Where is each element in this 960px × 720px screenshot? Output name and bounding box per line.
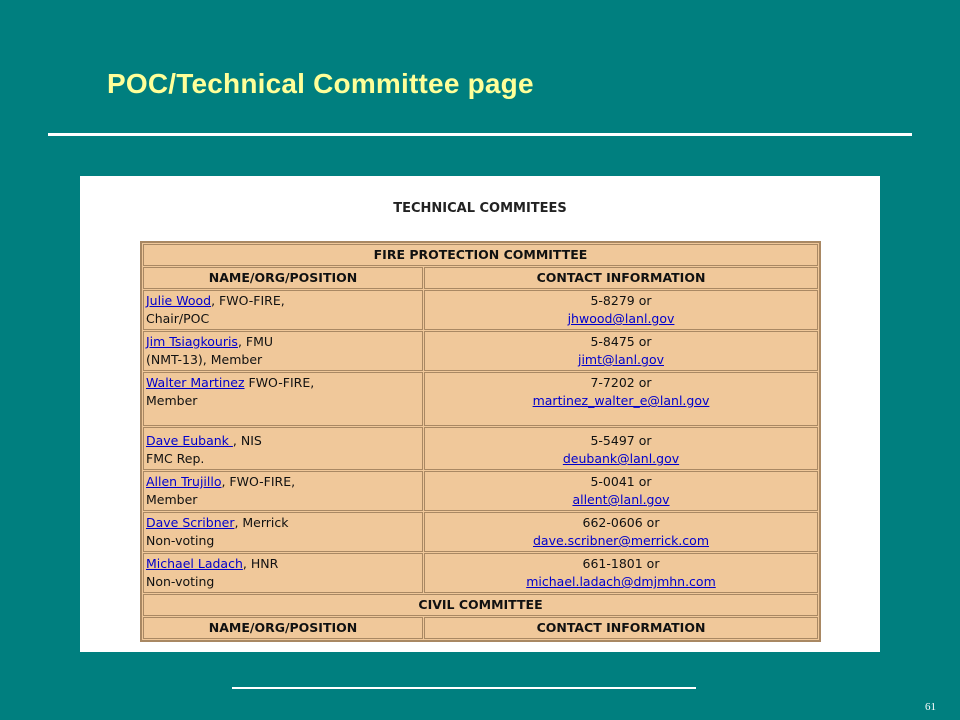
member-name-link[interactable]: Jim Tsiagkouris — [146, 334, 238, 349]
member-contact-cell — [424, 331, 818, 371]
member-email-link[interactable]: allent@lanl.gov — [572, 492, 670, 507]
table-row — [143, 553, 818, 593]
member-org: , FMU — [237, 334, 274, 349]
member-role: Non-voting — [146, 533, 215, 548]
member-name-cell — [143, 553, 423, 593]
member-contact-cell — [424, 512, 818, 552]
member-name-link[interactable]: Allen Trujillo — [146, 474, 222, 489]
member-role: Chair/POC — [146, 311, 210, 326]
member-name-cell — [143, 471, 423, 511]
member-phone: 5-5497 or — [590, 433, 652, 448]
member-name-link[interactable]: Julie Wood — [146, 293, 212, 308]
member-phone: 5-8475 or — [590, 334, 652, 349]
committee-header-row — [143, 594, 818, 616]
member-phone: 5-0041 or — [590, 474, 652, 489]
member-email-link[interactable]: martinez_walter_e@lanl.gov — [532, 393, 710, 408]
table-row — [143, 290, 818, 330]
col-header-contact: CONTACT INFORMATION — [424, 267, 818, 289]
member-name-cell — [143, 331, 423, 371]
member-phone: 7-7202 or — [590, 375, 652, 390]
page-heading: TECHNICAL COMMITEES — [393, 201, 567, 216]
member-name-link[interactable]: Dave Eubank — [146, 433, 233, 448]
member-name-cell — [143, 372, 423, 426]
member-phone: 5-8279 or — [590, 293, 652, 308]
member-org: , Merrick — [234, 515, 289, 530]
member-role: Non-voting — [146, 574, 215, 589]
committee-header-row — [143, 244, 818, 266]
col-header-name: NAME/ORG/POSITION — [143, 267, 423, 289]
member-contact-cell — [424, 372, 818, 426]
member-email-link[interactable]: dave.scribner@merrick.com — [532, 533, 710, 548]
member-contact-cell — [424, 427, 818, 470]
member-name-cell — [143, 427, 423, 470]
member-email-link[interactable]: michael.ladach@dmjmhn.com — [526, 574, 716, 589]
member-name-link[interactable]: Michael Ladach — [146, 556, 243, 571]
member-name-cell — [143, 290, 423, 330]
member-phone: 661-1801 or — [582, 556, 660, 571]
member-email-link[interactable]: jhwood@lanl.gov — [567, 311, 675, 326]
member-org: FWO-FIRE, — [244, 375, 315, 390]
table-row — [143, 372, 818, 426]
member-org: , FWO-FIRE, — [211, 293, 285, 308]
col-header-name: NAME/ORG/POSITION — [143, 617, 423, 639]
slide-title: POC/Technical Committee page — [107, 68, 534, 99]
column-header-row — [143, 617, 818, 639]
member-role: (NMT-13), Member — [146, 352, 263, 367]
fire-committee-title: FIRE PROTECTION COMMITTEE — [143, 244, 818, 266]
member-email-link[interactable]: deubank@lanl.gov — [562, 451, 680, 466]
page-number: 61 — [925, 701, 936, 713]
member-name-link[interactable]: Walter Martinez — [146, 375, 245, 390]
member-role: Member — [146, 492, 198, 507]
member-phone: 662-0606 or — [582, 515, 660, 530]
footer-divider — [232, 687, 696, 689]
member-contact-cell — [424, 553, 818, 593]
member-org: , HNR — [242, 556, 279, 571]
table-row — [143, 427, 818, 470]
table-row — [143, 512, 818, 552]
table-row — [143, 471, 818, 511]
member-name-cell — [143, 512, 423, 552]
member-org: , NIS — [232, 433, 262, 448]
title-divider — [48, 133, 912, 136]
table-row — [143, 331, 818, 371]
member-name-link[interactable]: Dave Scribner — [146, 515, 235, 530]
civil-committee-title: CIVIL COMMITTEE — [143, 594, 818, 616]
member-contact-cell — [424, 290, 818, 330]
member-email-link[interactable]: jimt@lanl.gov — [577, 352, 664, 367]
member-contact-cell — [424, 471, 818, 511]
member-org: , FWO-FIRE, — [221, 474, 296, 489]
column-header-row — [143, 267, 818, 289]
webpage-screenshot — [80, 176, 880, 652]
member-role: Member — [146, 393, 198, 408]
member-role: FMC Rep. — [146, 451, 205, 466]
col-header-contact: CONTACT INFORMATION — [424, 617, 818, 639]
committee-table — [140, 241, 821, 642]
